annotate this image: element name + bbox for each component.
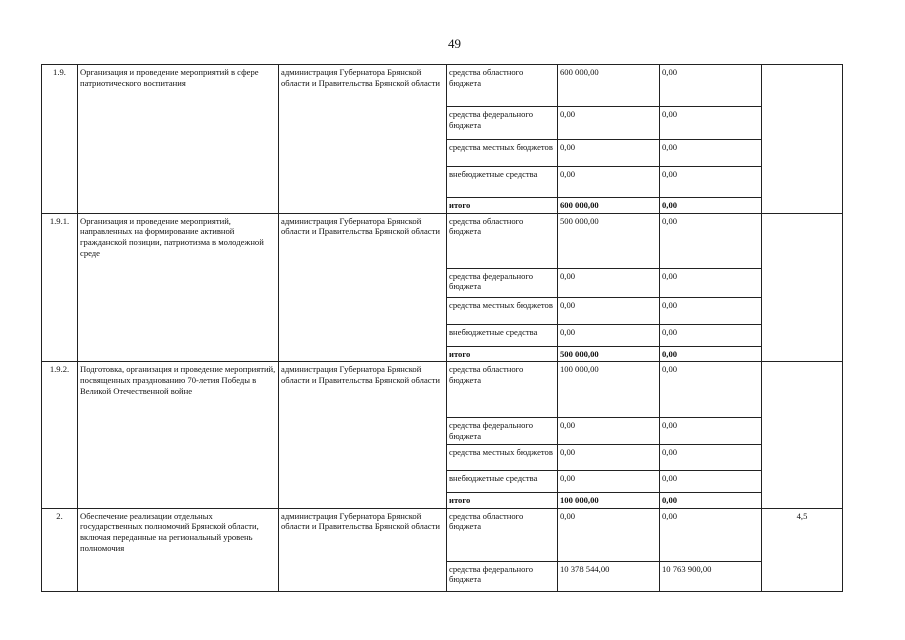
amount-year-2: 0,00 bbox=[660, 324, 762, 346]
funding-source: внебюджетные средства bbox=[447, 167, 558, 198]
funding-source: средства федерального бюджета bbox=[447, 561, 558, 591]
funding-source: средства федерального бюджета bbox=[447, 107, 558, 140]
funding-source: средства федерального бюджета bbox=[447, 268, 558, 297]
funding-source: средства областного бюджета bbox=[447, 65, 558, 107]
amount-year-2: 0,00 bbox=[660, 297, 762, 324]
amount-year-2: 0,00 bbox=[660, 444, 762, 470]
amount-year-2: 0,00 bbox=[660, 107, 762, 140]
amount-year-1: 0,00 bbox=[558, 324, 660, 346]
table-row bbox=[42, 213, 843, 268]
funding-source: итого bbox=[447, 198, 558, 214]
indicator-ref: 4,5 bbox=[762, 508, 843, 591]
funding-source: средства местных бюджетов bbox=[447, 444, 558, 470]
amount-year-1: 0,00 bbox=[558, 107, 660, 140]
executor: администрация Губернатора Брянской области и Правительства Брянской области bbox=[279, 65, 447, 214]
amount-year-2: 0,00 bbox=[660, 198, 762, 214]
amount-year-1: 0,00 bbox=[558, 418, 660, 444]
amount-year-1: 0,00 bbox=[558, 167, 660, 198]
funding-source: средства местных бюджетов bbox=[447, 140, 558, 167]
amount-year-1: 0,00 bbox=[558, 470, 660, 492]
event-name: Организация и проведение мероприятий, направленных на формирование активной гражданской позиции, патриотизма в молодежной среде bbox=[78, 213, 279, 362]
funding-source: итого bbox=[447, 492, 558, 508]
indicator-ref bbox=[762, 362, 843, 508]
row-number: 2. bbox=[42, 508, 78, 591]
table-row bbox=[42, 508, 843, 561]
amount-year-1: 0,00 bbox=[558, 268, 660, 297]
amount-year-1: 600 000,00 bbox=[558, 198, 660, 214]
funding-source: средства местных бюджетов bbox=[447, 297, 558, 324]
amount-year-2: 0,00 bbox=[660, 418, 762, 444]
indicator-ref bbox=[762, 213, 843, 362]
amount-year-1: 0,00 bbox=[558, 508, 660, 561]
executor: администрация Губернатора Брянской области и Правительства Брянской области bbox=[279, 213, 447, 362]
amount-year-2: 0,00 bbox=[660, 140, 762, 167]
budget-table bbox=[41, 64, 843, 592]
amount-year-2: 0,00 bbox=[660, 492, 762, 508]
row-number: 1.9.1. bbox=[42, 213, 78, 362]
funding-source: средства областного бюджета bbox=[447, 213, 558, 268]
funding-source: итого bbox=[447, 346, 558, 362]
page-number: 49 bbox=[448, 36, 461, 51]
amount-year-2: 0,00 bbox=[660, 470, 762, 492]
amount-year-2: 10 763 900,00 bbox=[660, 561, 762, 591]
event-name: Обеспечение реализации отдельных государственных полномочий Брянской области, включая переданные на региональный уровень полномочия bbox=[78, 508, 279, 591]
amount-year-2: 0,00 bbox=[660, 346, 762, 362]
event-name: Организация и проведение мероприятий в сфере патриотического воспитания bbox=[78, 65, 279, 214]
amount-year-1: 100 000,00 bbox=[558, 492, 660, 508]
amount-year-1: 0,00 bbox=[558, 297, 660, 324]
row-number: 1.9.2. bbox=[42, 362, 78, 508]
amount-year-2: 0,00 bbox=[660, 268, 762, 297]
executor: администрация Губернатора Брянской области и Правительства Брянской области bbox=[279, 362, 447, 508]
amount-year-1: 10 378 544,00 bbox=[558, 561, 660, 591]
amount-year-1: 600 000,00 bbox=[558, 65, 660, 107]
funding-source: средства областного бюджета bbox=[447, 362, 558, 418]
amount-year-2: 0,00 bbox=[660, 508, 762, 561]
funding-source: внебюджетные средства bbox=[447, 470, 558, 492]
funding-source: средства федерального бюджета bbox=[447, 418, 558, 444]
amount-year-2: 0,00 bbox=[660, 213, 762, 268]
amount-year-1: 100 000,00 bbox=[558, 362, 660, 418]
table-row bbox=[42, 65, 843, 107]
row-number: 1.9. bbox=[42, 65, 78, 214]
funding-source: внебюджетные средства bbox=[447, 324, 558, 346]
amount-year-1: 500 000,00 bbox=[558, 346, 660, 362]
indicator-ref bbox=[762, 65, 843, 214]
amount-year-1: 500 000,00 bbox=[558, 213, 660, 268]
amount-year-2: 0,00 bbox=[660, 167, 762, 198]
amount-year-2: 0,00 bbox=[660, 362, 762, 418]
event-name: Подготовка, организация и проведение мероприятий, посвященных празднованию 70-летия Победы в Великой Отечественной войне bbox=[78, 362, 279, 508]
amount-year-2: 0,00 bbox=[660, 65, 762, 107]
amount-year-1: 0,00 bbox=[558, 140, 660, 167]
funding-source: средства областного бюджета bbox=[447, 508, 558, 561]
table-row bbox=[42, 362, 843, 418]
amount-year-1: 0,00 bbox=[558, 444, 660, 470]
executor: администрация Губернатора Брянской области и Правительства Брянской области bbox=[279, 508, 447, 591]
